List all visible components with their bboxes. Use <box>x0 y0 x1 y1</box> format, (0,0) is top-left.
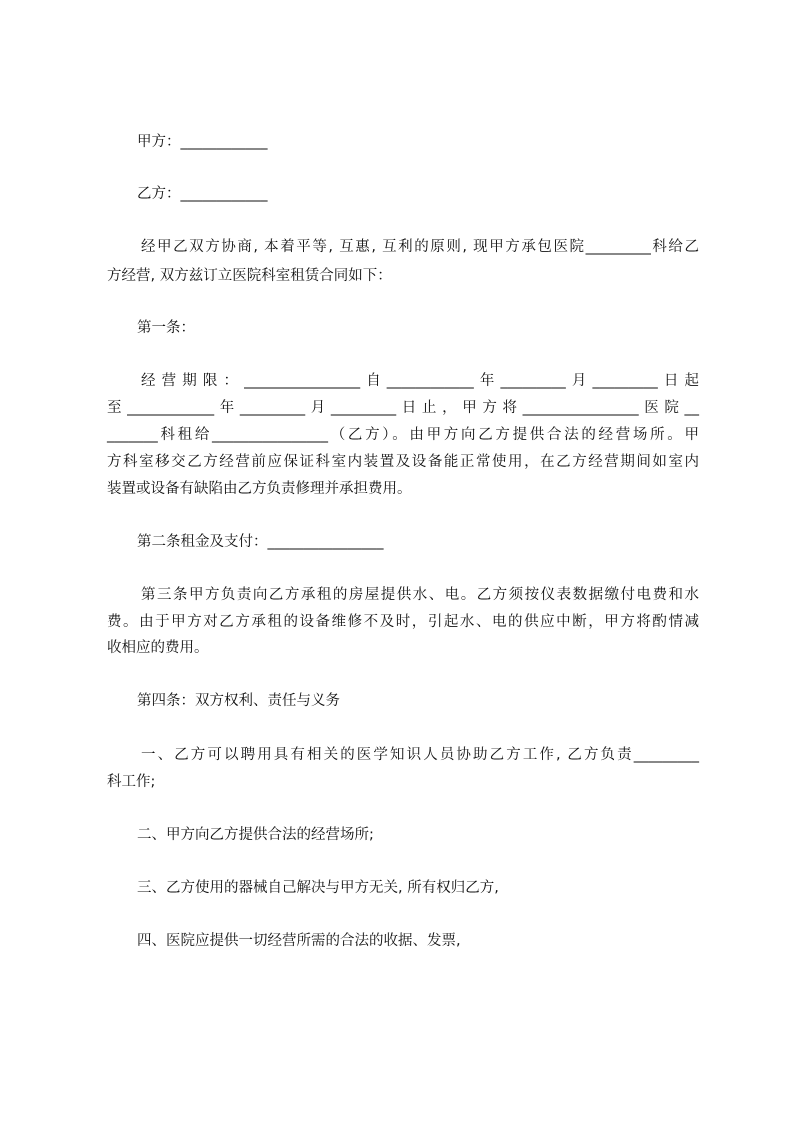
article-1-line-2: 至____________年_________月_________日止，甲方将________________医院__ <box>107 400 699 416</box>
article-3-line-1: 第三条甲方负责向乙方承租的房屋提供水、电。乙方须按仪表数据缴付电费和水 <box>141 587 699 603</box>
party-b-line: 乙方：____________ <box>137 186 268 202</box>
clause-1-line-2: 科工作; <box>107 774 156 790</box>
party-a-line: 甲方：____________ <box>137 134 268 150</box>
article-1-line-4: 方科室移交乙方经营前应保证科室内装置及设备能正常使用，在乙方经营期间如室内 <box>107 454 699 470</box>
clause-3: 三、乙方使用的器械自己解决与甲方无关, 所有权归乙方, <box>137 880 499 896</box>
article-1-line-5: 装置或设备有缺陷由乙方负责修理并承担费用。 <box>107 481 412 497</box>
article-3-line-3: 收相应的费用。 <box>107 640 209 656</box>
article-1-title: 第一条： <box>137 320 195 336</box>
article-2: 第二条租金及支付：________________ <box>137 534 384 550</box>
clause-4: 四、医院应提供一切经营所需的合法的收据、发票, <box>137 933 461 949</box>
article-3-line-2: 费。由于甲方对乙方承租的设备维修不及时，引起水、电的供应中断，甲方将酌情减 <box>107 614 699 630</box>
clause-2: 二、甲方向乙方提供合法的经营场所; <box>137 827 374 843</box>
article-4-title: 第四条：双方权利、责任与义务 <box>137 693 340 709</box>
clause-1-line-1: 一、乙方可以聘用具有相关的医学知识人员协助乙方工作, 乙方负责_________ <box>141 747 699 763</box>
intro-line-2: 方经营, 双方兹订立医院科室租赁合同如下： <box>107 268 392 284</box>
article-1-line-1: 经营期限：________________自____________年_________月_________日起 <box>141 373 699 389</box>
article-1-line-3: _______科租给________________（乙方）。由甲方向乙方提供合法的经营场所。甲 <box>107 427 699 443</box>
intro-line-1: 经甲乙双方协商, 本着平等, 互惠, 互利的原则, 现甲方承包医院_________科给乙 <box>141 239 699 255</box>
